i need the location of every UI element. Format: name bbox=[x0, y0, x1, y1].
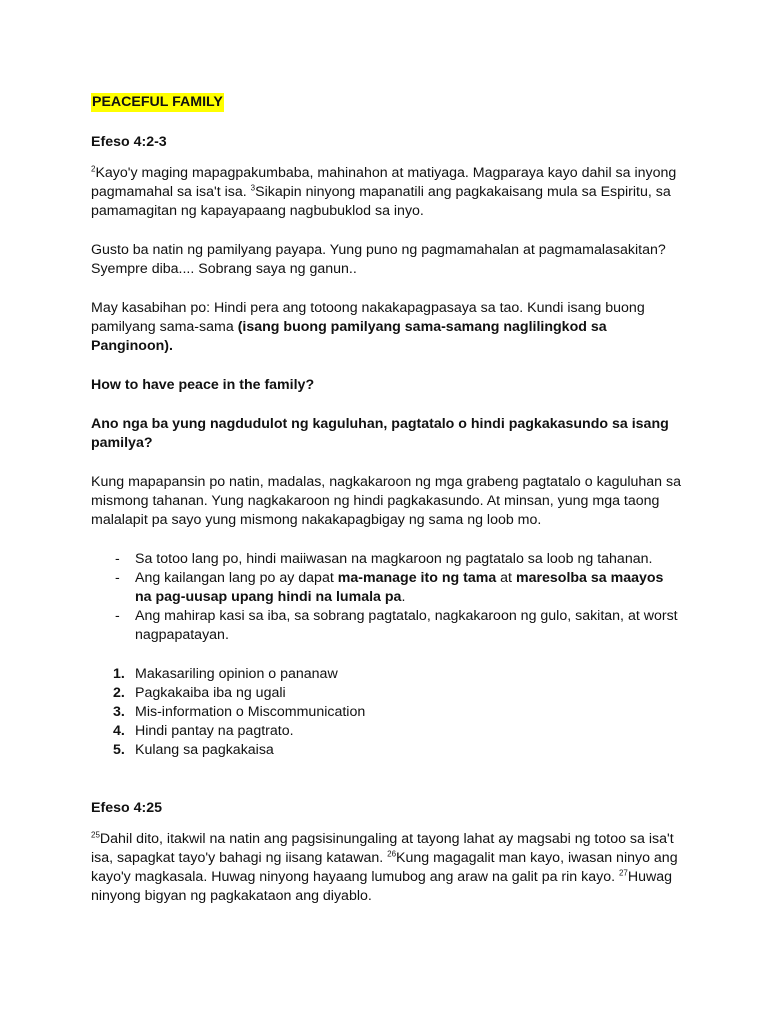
verse-text: Kayo'y maging mapagpakumbaba, mahinahon at matiyaga. Magparaya kayo dahil sa inyong pagmamahal sa isa't isa. bbox=[91, 165, 677, 200]
paragraph-pagtatalo: Kung mapapansin po natin, madalas, nagkakaroon ng mga grabeng pagtatalo o kaguluhan sa mismong tahanan. Yung nagkakaroon ng hindi pagkakasundo. At minsan, yung mga taong malalapit pa sayo yung mismong nakakapagbigay ng sama ng loob mo. bbox=[91, 474, 682, 528]
verse-number: 2 bbox=[91, 164, 96, 174]
verse-text: Kung magagalit man kayo, iwasan ninyo ang kayo'y magkasala. Huwag ninyong hayaang lumubog ang araw na galit pa rin kayo. bbox=[91, 850, 678, 885]
paragraph-bold-text: (isang buong pamilyang sama-samang naglilingkod sa Panginoon). bbox=[91, 319, 607, 354]
list-item: - Sa totoo lang po, hindi maiiwasan na magkaroon ng pagtatalo sa loob ng tahanan. bbox=[91, 550, 681, 569]
numbered-list-causes bbox=[91, 665, 681, 760]
list-item: 1. Makasariling opinion o pananaw bbox=[113, 666, 338, 682]
verse-efeso-4-25 bbox=[91, 830, 681, 906]
list-item: 3. Mis-information o Miscommunication bbox=[113, 704, 366, 720]
list-item: - Ang kailangan lang po ay dapat ma-manage ito ng tama at maresolba sa maayos na pag-uusap upang hindi na lumala pa. bbox=[91, 569, 681, 607]
verse-number: 3 bbox=[250, 183, 256, 193]
section-heading-efeso-4-25: Efeso 4:25 bbox=[91, 800, 162, 816]
question-kaguluhan: Ano nga ba yung nagdudulot ng kaguluhan, pagtatalo o hindi pagkakasundo sa isang pamilya? bbox=[91, 416, 669, 451]
list-item: 5. Kulang sa pagkakaisa bbox=[113, 742, 274, 758]
section-heading-efeso-4-2-3: Efeso 4:2-3 bbox=[91, 134, 167, 150]
question-peace: How to have peace in the family? bbox=[91, 377, 315, 393]
list-item: 2. Pagkakaiba iba ng ugali bbox=[113, 685, 286, 701]
verse-number: 26 bbox=[387, 849, 397, 859]
document-body bbox=[91, 93, 681, 906]
paragraph-peaceful-family: Gusto ba natin ng pamilyang payapa. Yung puno ng pagmamahalan at pagmamalasakitan? Syempre diba.... Sobrang saya ng ganun.. bbox=[91, 242, 666, 277]
dash-list bbox=[91, 550, 681, 645]
verse-text: Sikapin ninyong mapanatili ang pagkakaisang mula sa Espiritu, sa pamamagitan ng kapayapaang nagbubuklod sa inyo. bbox=[91, 184, 671, 219]
verse-number: 27 bbox=[618, 868, 628, 878]
paragraph-text: May kasabihan po: Hindi pera ang totoong nakakapagpasaya sa tao. Kundi isang buong pamilyang sama-sama bbox=[91, 300, 645, 335]
list-item: 4. Hindi pantay na pagtrato. bbox=[113, 723, 294, 739]
verse-efeso-4-2-3 bbox=[91, 164, 681, 221]
verse-number: 25 bbox=[91, 830, 100, 840]
document-title: PEACEFUL FAMILY bbox=[92, 94, 223, 110]
paragraph-kasabihan bbox=[91, 299, 681, 356]
title-line bbox=[91, 93, 681, 112]
verse-text: Huwag ninyong bigyan ng pagkakataon ang diyablo. bbox=[91, 869, 673, 904]
verse-text: Dahil dito, itakwil na natin ang pagsisinungaling at tayong lahat ay magsabi ng totoo sa isa't isa, sapagkat tayo'y bahagi ng iisang katawan. bbox=[91, 831, 674, 866]
list-item: - Ang mahirap kasi sa iba, sa sobrang pagtatalo, nagkakaroon ng gulo, sakitan, at worst nagpapatayan. bbox=[91, 607, 681, 645]
